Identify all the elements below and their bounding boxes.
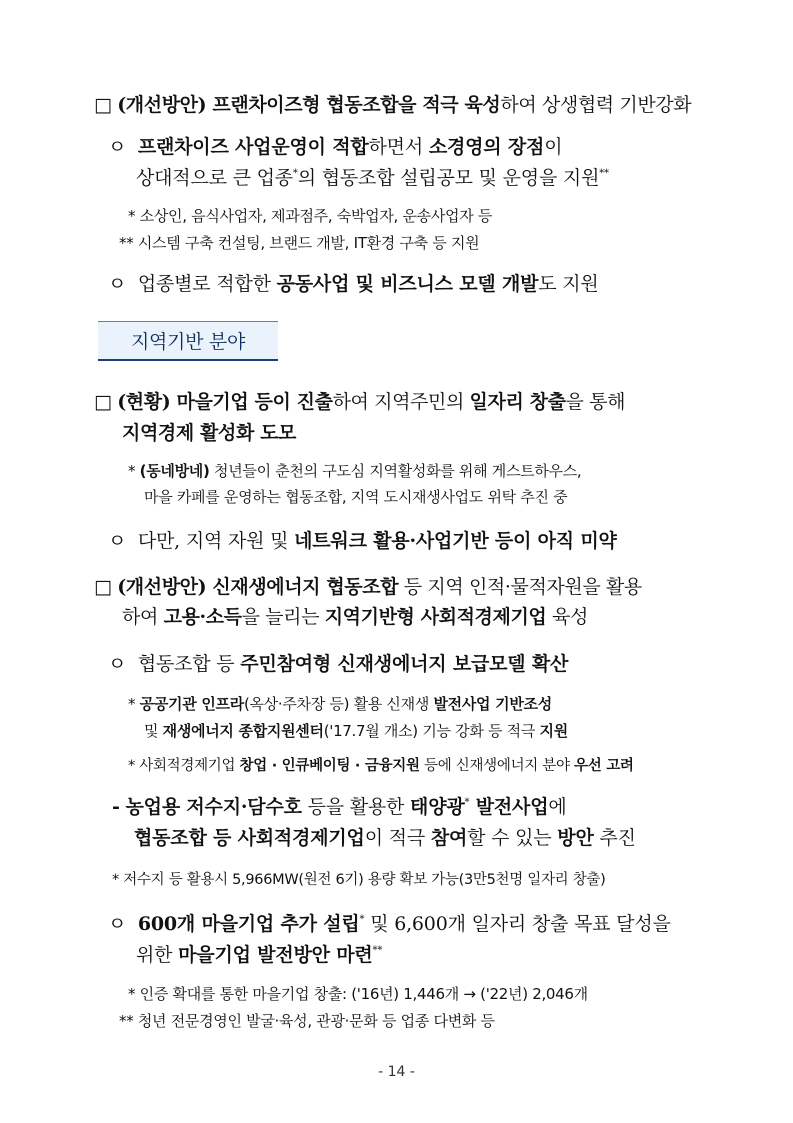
text: 하여 (122, 606, 164, 628)
circle-bullet: ㅇ (108, 913, 127, 935)
note-infrastructure (128, 696, 552, 713)
bold-text: 마을기업 발전방안 마련 (178, 944, 373, 966)
note-mark: * (128, 462, 140, 480)
bold-text: 농업용 저수지·담수호 (125, 796, 302, 818)
heading-text: 하여 상생협력 기반강화 (500, 94, 692, 116)
bold-text: 소경영의 장점 (428, 136, 545, 158)
footnote-mark: * (292, 168, 298, 179)
text: 청년들이 춘천의 구도심 지역활성화를 위해 게스트하우스, (209, 462, 582, 480)
bold-text: (개선방안) 신재생에너지 협동조합 (117, 576, 399, 598)
text: ('17.7월 개소) 기능 강화 등 적극 (323, 722, 540, 740)
bold-text: 지원 (539, 722, 568, 740)
bold-text: 600개 마을기업 추가 설립 (137, 913, 360, 935)
box-bullet: □ (94, 94, 112, 116)
circle-bullet: ㅇ (108, 653, 127, 675)
bold-text: 공동사업 및 비즈니스 모델 개발 (276, 273, 539, 295)
bold-text: 태양광 (410, 796, 465, 818)
box-bullet: □ (94, 391, 112, 413)
text: 도 지원 (538, 273, 599, 295)
bold-text: 지역기반형 사회적경제기업 (324, 606, 547, 628)
bold-text: 주민참여형 신재생에너지 보급모델 확산 (240, 653, 569, 675)
text: 업종별로 적합한 (137, 273, 277, 295)
bold-text: 공공기관 인프라 (139, 695, 244, 713)
footnote-mark: * (464, 797, 470, 808)
text: 이 (544, 136, 563, 158)
text: 하면서 (368, 136, 429, 158)
bold-text: (현황) 마을기업 등이 진출 (117, 391, 333, 413)
text: 다만, 지역 자원 및 (137, 530, 295, 552)
circle-item-weakness (108, 531, 617, 553)
text: 을 통해 (565, 391, 626, 413)
text: 육성 (546, 606, 588, 628)
section-label-regional: 지역기반 분야 (98, 321, 278, 359)
bold-text: 고용·소득 (163, 606, 242, 628)
circle-item-business-model (108, 274, 599, 296)
dash-bullet: - (112, 796, 120, 818)
bold-text: (동네방네) (139, 462, 210, 480)
note-mark: * (128, 695, 140, 713)
heading-bold: (개선방안) 프랜차이즈형 협동조합을 적극 육성 (117, 94, 501, 116)
box-item-franchise (94, 95, 691, 117)
text: 등을 활용한 (301, 796, 411, 818)
circle-bullet: ㅇ (108, 530, 127, 552)
bold-text: 협동조합 등 사회적경제기업 (134, 827, 365, 849)
footnote-mark: ** (599, 168, 609, 179)
text: 에 (548, 796, 567, 818)
text: 위한 (136, 944, 179, 966)
box-item-improvement-line2 (122, 607, 588, 629)
note-certification: * 인증 확대를 통한 마을기업 창출: ('16년) 1,446개 → ('22년) 2,046개 (128, 985, 588, 1003)
text: 및 6,600개 일자리 창출 목표 달성을 (364, 913, 671, 935)
bold-text: 발전사업 기반조성 (433, 695, 552, 713)
note-diversification: ** 청년 전문경영인 발굴·육성, 관광·문화 등 업종 다변화 등 (119, 1012, 495, 1030)
bold-text: 방안 (557, 827, 594, 849)
text: (옥상·주차장 등) 활용 신재생 (243, 695, 434, 713)
circle-bullet: ㅇ (108, 136, 127, 158)
circle-item-village-enterprise-line2 (136, 945, 382, 967)
note-reservoir: * 저수지 등 활용시 5,966MW(원전 6기) 용량 확보 가능(3만5천명 일자리 창출) (112, 872, 606, 888)
bold-text: 일자리 창출 (469, 391, 566, 413)
text: 할 수 있는 (467, 827, 558, 849)
text: 이 적극 (364, 827, 431, 849)
bold-text: 참여 (430, 827, 468, 849)
note-social-enterprise (128, 758, 634, 775)
text: 의 협동조합 설립공모 및 운영을 지원 (297, 167, 600, 189)
box-item-improvement (94, 577, 642, 599)
circle-item-franchise-ops (108, 137, 562, 159)
circle-item-franchise-ops-line2 (136, 168, 609, 190)
bold-text: 프랜차이즈 사업운영이 적합 (137, 136, 369, 158)
note-support: ** 시스템 구축 컨설팅, 브랜드 개발, IT환경 구축 등 지원 (119, 234, 480, 252)
footnote-mark: ** (372, 945, 383, 956)
bold-text: 재생에너지 종합지원센터 (162, 722, 324, 740)
bold-text: 우선 고려 (574, 758, 634, 774)
text: 추진 (593, 827, 636, 849)
bold-text: 창업 · 인큐베이팅 · 금융지원 (239, 758, 420, 774)
circle-item-renewable-model (108, 654, 568, 676)
box-bullet: □ (94, 576, 112, 598)
note-example-line2: 마을 카페를 운영하는 협동조합, 지역 도시재생사업도 위탁 추진 중 (144, 488, 568, 506)
text: 을 늘리는 (241, 606, 325, 628)
box-item-status (94, 392, 625, 414)
page-number: - 14 - (378, 1064, 415, 1080)
text: 상대적으로 큰 업종 (136, 167, 293, 189)
note-infrastructure-line2 (144, 723, 568, 740)
bold-text: 네트워크 활용·사업기반 등이 아직 미약 (294, 530, 617, 552)
text: 등에 신재생에너지 분야 (419, 758, 575, 774)
dash-item-solar-line2 (134, 828, 636, 850)
text: * 사회적경제기업 (128, 758, 240, 774)
note-example (128, 463, 581, 480)
footnote-mark: * (359, 914, 365, 925)
dash-item-solar (112, 797, 567, 819)
bold-text: 지역경제 활성화 도모 (122, 422, 297, 444)
text: 및 (144, 722, 163, 740)
text: 협동조합 등 (137, 653, 241, 675)
box-item-status-line2 (122, 423, 296, 445)
note-industries: * 소상인, 음식사업자, 제과점주, 숙박업자, 운송사업자 등 (128, 207, 493, 225)
circle-item-village-enterprise (108, 914, 671, 936)
circle-bullet: ㅇ (108, 273, 127, 295)
bold-text: 발전사업 (469, 796, 549, 818)
text: 하여 지역주민의 (332, 391, 470, 413)
text: 등 지역 인적·물적자원을 활용 (398, 576, 642, 598)
